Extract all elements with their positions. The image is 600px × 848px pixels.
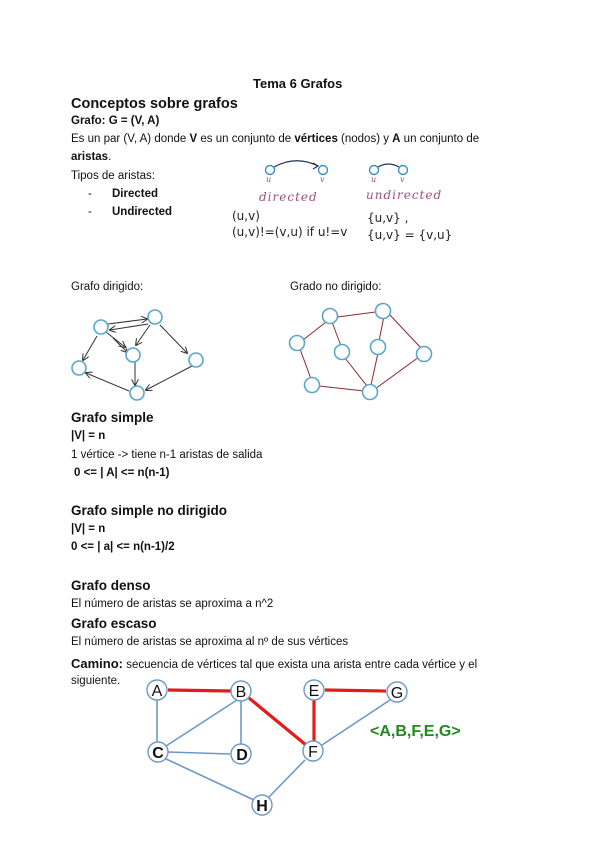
definition-line-2: aristas. xyxy=(71,151,112,163)
directed-v-label: v xyxy=(320,175,325,184)
heading-grafo-escaso: Grafo escaso xyxy=(71,616,157,631)
simple-line-2: 1 vértice -> tiene n-1 aristas de salida xyxy=(71,449,263,461)
node-label-d: D xyxy=(236,747,248,764)
directed-line-2: (u,v)!=(v,u) if u!=v xyxy=(232,225,348,239)
simple-line-3: 0 <= | A| <= n(n-1) xyxy=(74,467,170,479)
node-label-e: E xyxy=(308,683,320,700)
undirected-u-label: u xyxy=(371,175,377,184)
node-label-b: B xyxy=(235,684,247,701)
camino-line-2: siguiente. xyxy=(71,675,121,687)
definition-line-1: Es un par (V, A) donde V es un conjunto de vértices (nodos) y A un conjunto de xyxy=(71,133,480,145)
directed-u-label: u xyxy=(266,175,272,184)
definition-label: Grafo: G = (V, A) xyxy=(71,115,160,127)
directed-word: directed xyxy=(259,190,318,204)
node-label-c: C xyxy=(152,745,164,762)
label-grafo-dirigido: Grafo dirigido: xyxy=(71,281,144,293)
simple-nd-line-1: |V| = n xyxy=(71,523,106,535)
list-item-directed: - Directed xyxy=(88,188,159,200)
denso-text: El número de aristas se aproxima a n^2 xyxy=(71,598,274,610)
undirected-v-label: v xyxy=(400,175,405,184)
heading-grafo-simple: Grafo simple xyxy=(71,410,154,425)
page-title: Tema 6 Grafos xyxy=(253,76,343,91)
node-label-f: F xyxy=(308,744,318,761)
label-grafo-no-dirigido: Grado no dirigido: xyxy=(290,281,382,293)
camino-line-1: Camino: secuencia de vértices tal que exista una arista entre cada vértice y el xyxy=(71,656,478,671)
escaso-text: El número de aristas se aproxima al nº de sus vértices xyxy=(71,636,349,648)
undirected-word: undirected xyxy=(366,188,443,202)
undirected-line-2: {u,v} = {v,u} xyxy=(367,228,453,242)
camino-sequence: <A,B,F,E,G> xyxy=(370,723,461,740)
undirected-line-1: {u,v} , xyxy=(367,211,409,225)
list-item-undirected: - Undirected xyxy=(88,206,173,218)
heading-simple-no-dirigido: Grafo simple no dirigido xyxy=(71,503,228,518)
node-label-g: G xyxy=(390,685,404,702)
tipos-label: Tipos de aristas: xyxy=(71,170,155,182)
heading-conceptos: Conceptos sobre grafos xyxy=(71,96,238,112)
node-label-h: H xyxy=(256,798,268,815)
node-label-a: A xyxy=(151,683,163,700)
heading-grafo-denso: Grafo denso xyxy=(71,578,151,593)
simple-nd-line-2: 0 <= | a| <= n(n-1)/2 xyxy=(71,541,175,553)
directed-line-1: (u,v) xyxy=(232,209,260,223)
simple-line-1: |V| = n xyxy=(71,430,106,442)
